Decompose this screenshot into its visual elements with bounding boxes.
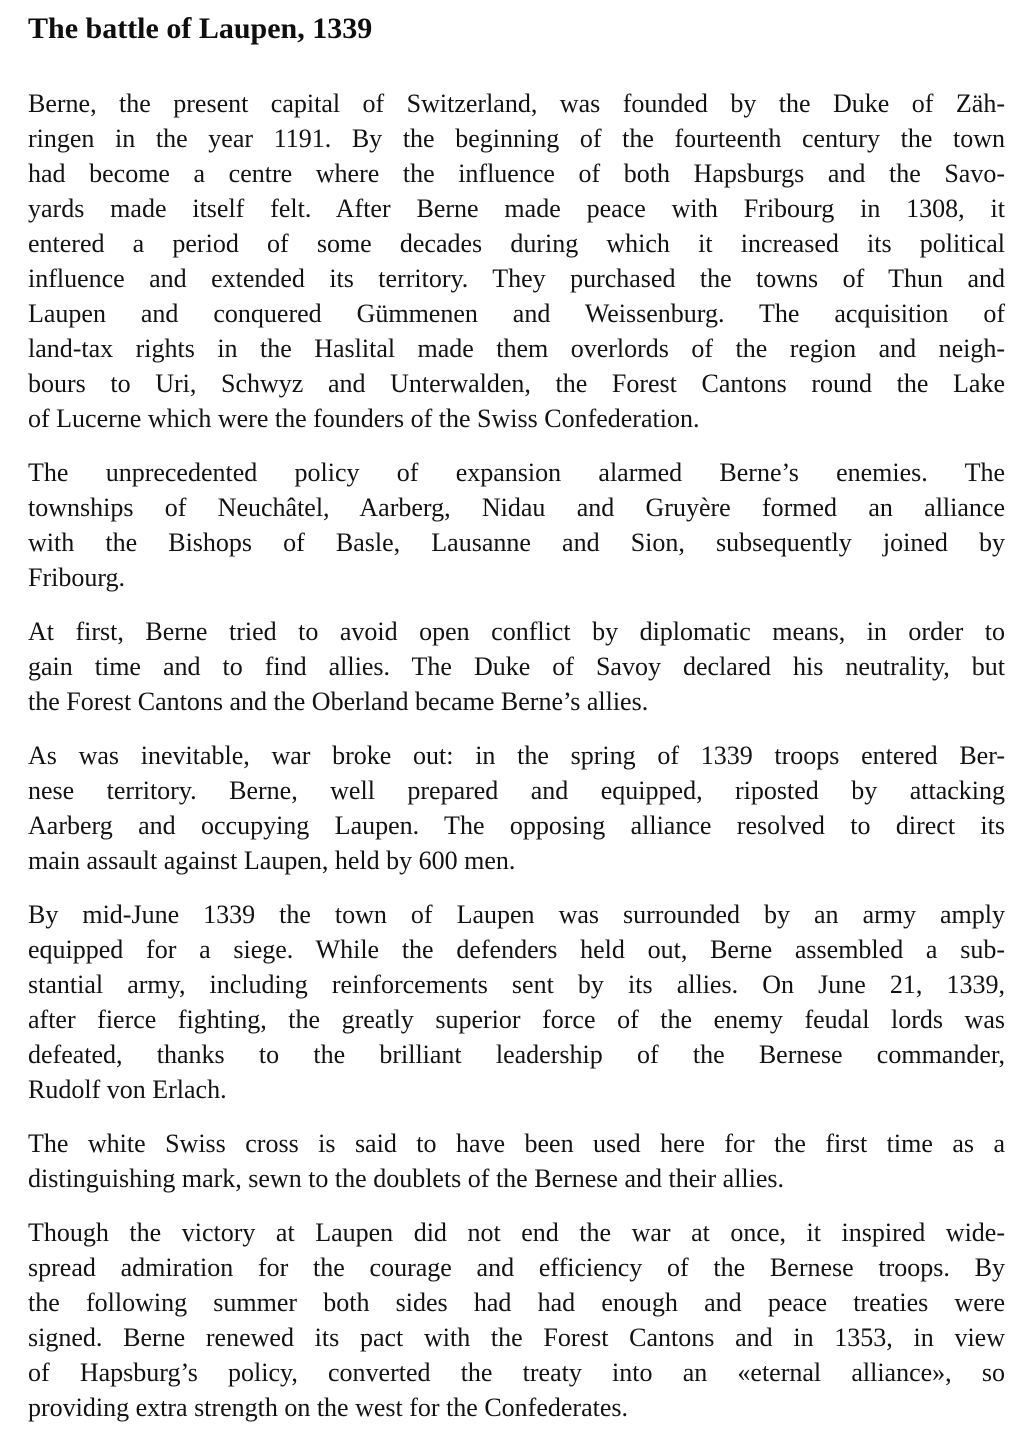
paragraph xyxy=(28,1215,1005,1425)
text-line: yards made itself felt. After Berne made peace with Fribourg in 1308, it xyxy=(28,194,1005,223)
text-line: The unprecedented policy of expansion alarmed Berne’s enemies. The xyxy=(28,458,1005,487)
text-line: land-tax rights in the Haslital made them overlords of the region and neigh- xyxy=(28,334,1005,363)
text-line: had become a centre where the influence of both Hapsburgs and the Savo- xyxy=(28,159,1005,188)
text-line: after fierce fighting, the greatly superior force of the enemy feudal lords was xyxy=(28,1005,1005,1034)
text-line: distinguishing mark, sewn to the doublets of the Bernese and their allies. xyxy=(28,1164,785,1193)
text-line: signed. Berne renewed its pact with the Forest Cantons and in 1353, in view xyxy=(28,1323,1005,1352)
text-line: entered a period of some decades during which it increased its political xyxy=(28,229,1005,258)
text-line: spread admiration for the courage and efficiency of the Bernese troops. By xyxy=(28,1253,1005,1282)
paragraph xyxy=(28,455,1005,595)
text-line: At first, Berne tried to avoid open conflict by diplomatic means, in order to xyxy=(28,617,1005,646)
text-line: Berne, the present capital of Switzerland, was founded by the Duke of Zäh- xyxy=(28,89,1005,118)
paragraph xyxy=(28,897,1005,1107)
paragraph xyxy=(28,86,1005,436)
text-line: Aarberg and occupying Laupen. The opposing alliance resolved to direct its xyxy=(28,811,1005,840)
text-line: Though the victory at Laupen did not end the war at once, it inspired wide- xyxy=(28,1218,1005,1247)
text-line: Laupen and conquered Gümmenen and Weissenburg. The acquisition of xyxy=(28,299,1005,328)
paragraph xyxy=(28,1126,1005,1196)
paragraph xyxy=(28,738,1005,878)
text-line: main assault against Laupen, held by 600 men. xyxy=(28,846,516,875)
text-line: Rudolf von Erlach. xyxy=(28,1075,227,1104)
text-line: of Hapsburg’s policy, converted the treaty into an «eternal alliance», so xyxy=(28,1358,1005,1387)
text-line: stantial army, including reinforcements sent by its allies. On June 21, 1339, xyxy=(28,970,1005,999)
page-title: The battle of Laupen, 1339 xyxy=(28,12,373,45)
text-line: The white Swiss cross is said to have been used here for the first time as a xyxy=(28,1129,1005,1158)
text-line: of Lucerne which were the founders of the Swiss Confederation. xyxy=(28,404,700,433)
text-line: As was inevitable, war broke out: in the spring of 1339 troops entered Ber- xyxy=(28,741,1005,770)
body-text xyxy=(28,86,1005,1425)
text-line: By mid-June 1339 the town of Laupen was surrounded by an army amply xyxy=(28,900,1005,929)
text-line: providing extra strength on the west for the Confederates. xyxy=(28,1393,628,1422)
text-line: gain time and to find allies. The Duke of Savoy declared his neutrality, but xyxy=(28,652,1005,681)
text-line: the Forest Cantons and the Oberland became Berne’s allies. xyxy=(28,687,649,716)
text-line: equipped for a siege. While the defenders held out, Berne assembled a sub- xyxy=(28,935,1005,964)
paragraph xyxy=(28,614,1005,719)
text-line: townships of Neuchâtel, Aarberg, Nidau and Gruyère formed an alliance xyxy=(28,493,1005,522)
text-line: nese territory. Berne, well prepared and equipped, riposted by attacking xyxy=(28,776,1005,805)
text-line: the following summer both sides had had enough and peace treaties were xyxy=(28,1288,1005,1317)
text-line: bours to Uri, Schwyz and Unterwalden, the Forest Cantons round the Lake xyxy=(28,369,1005,398)
text-line: Fribourg. xyxy=(28,563,126,592)
text-line: influence and extended its territory. They purchased the towns of Thun and xyxy=(28,264,1005,293)
text-line: with the Bishops of Basle, Lausanne and Sion, subsequently joined by xyxy=(28,528,1005,557)
text-line: ringen in the year 1191. By the beginning of the fourteenth century the town xyxy=(28,124,1005,153)
text-line: defeated, thanks to the brilliant leadership of the Bernese commander, xyxy=(28,1040,1005,1069)
